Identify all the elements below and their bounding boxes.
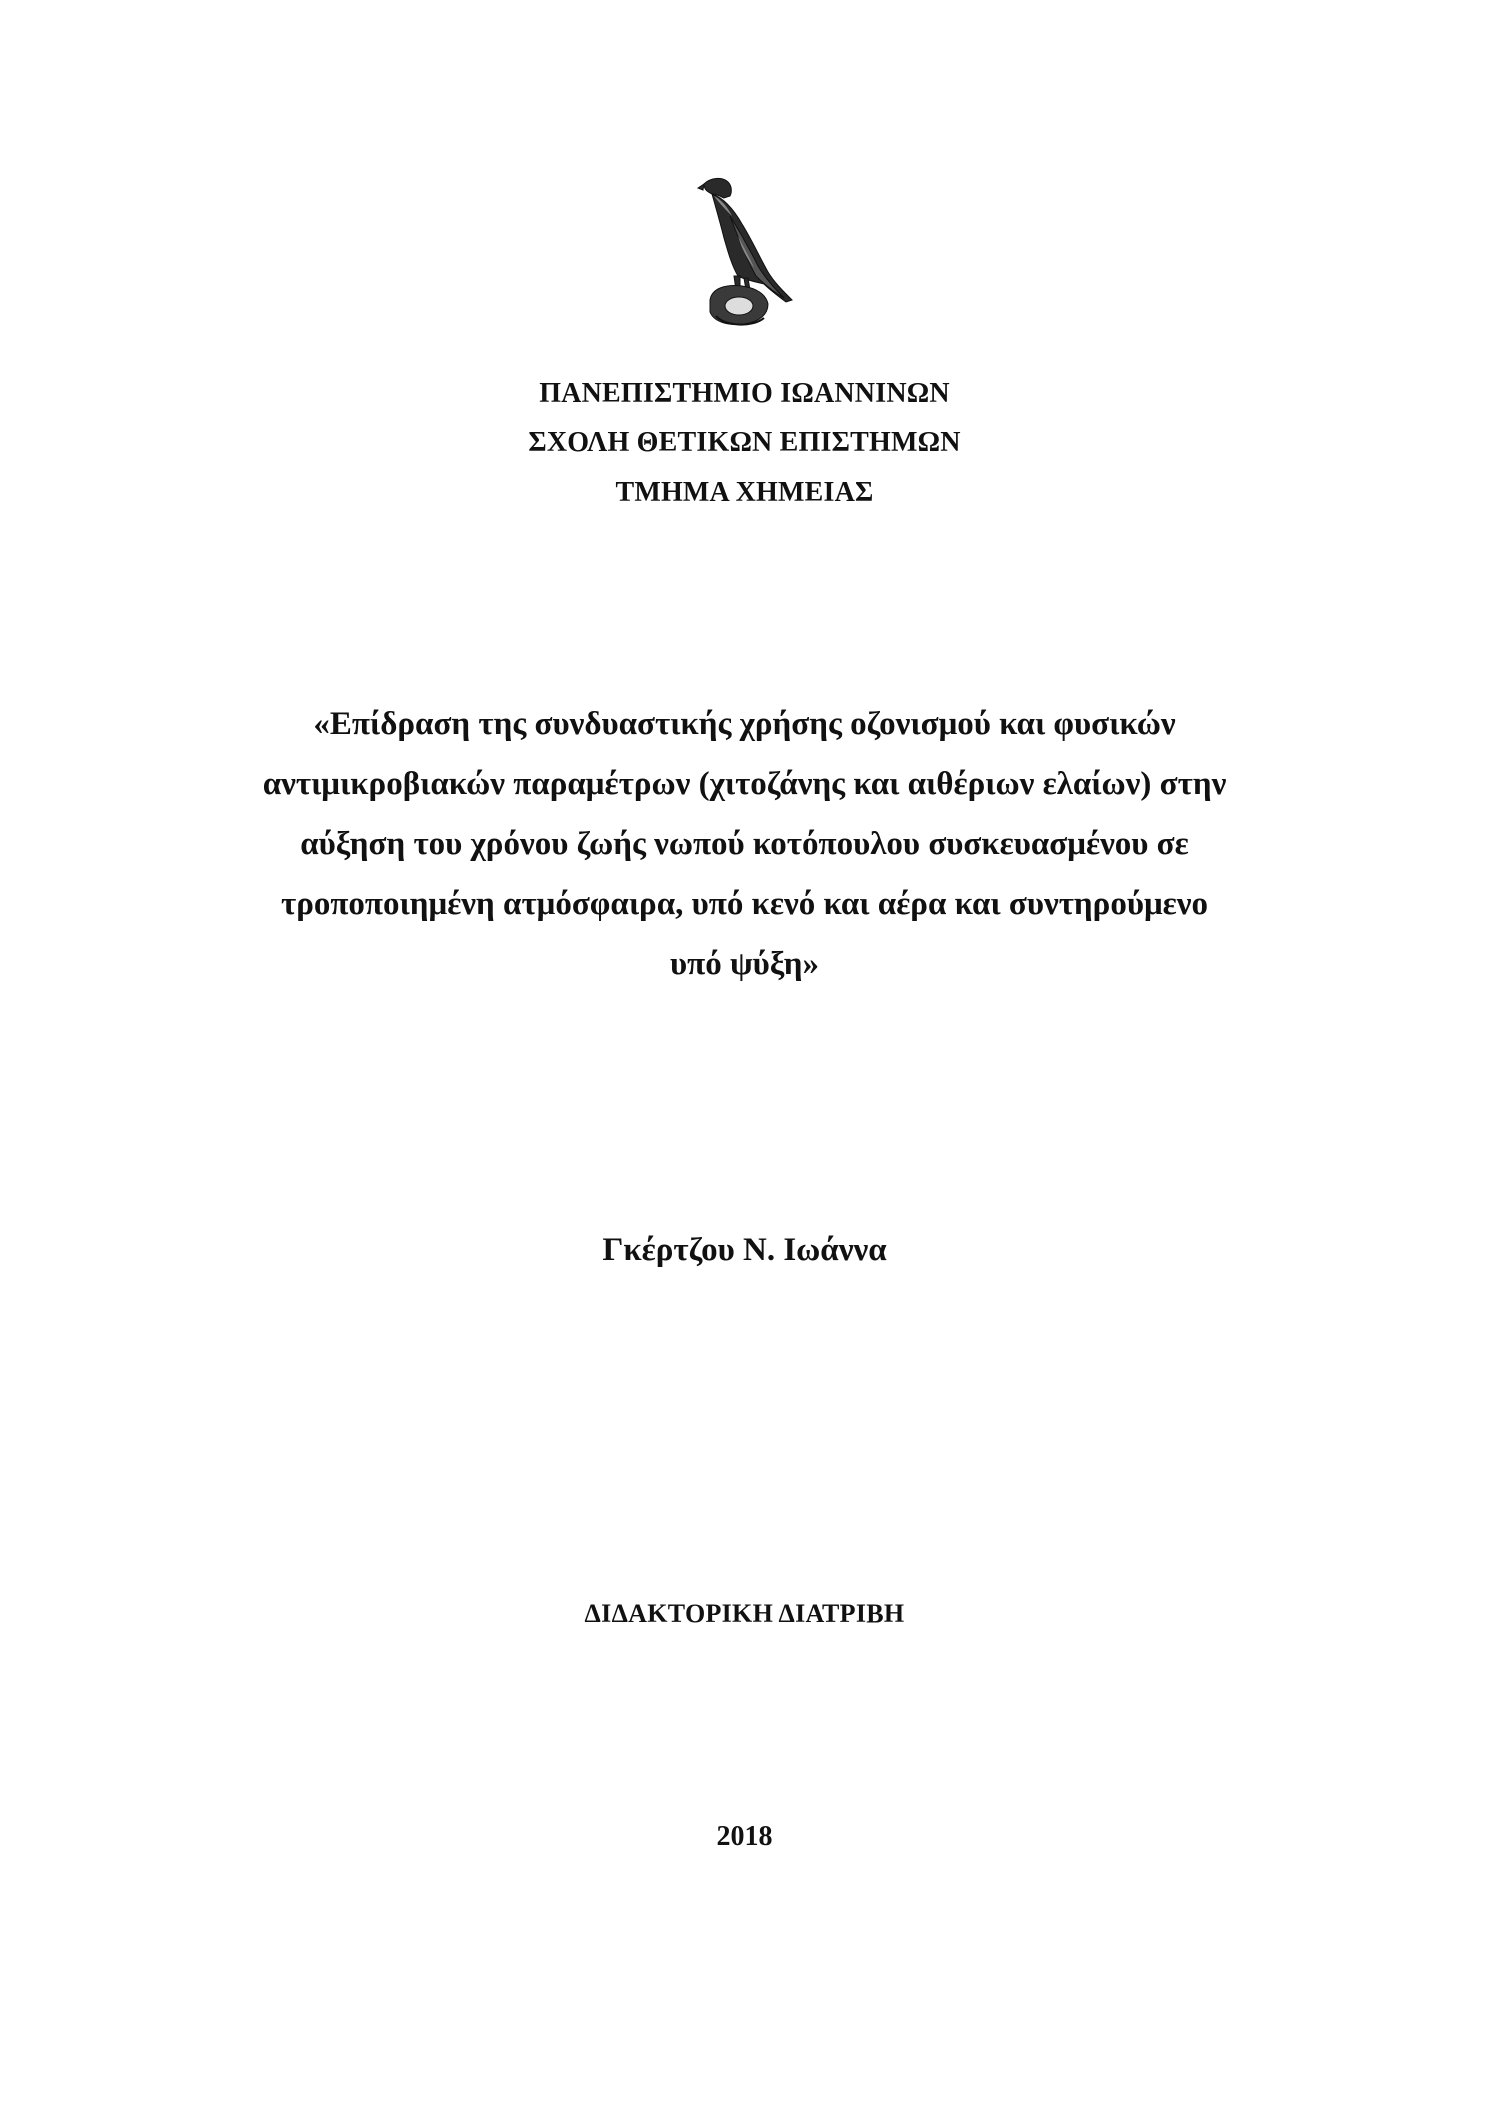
department-name: ΤΜΗΜΑ ΧΗΜΕΙΑΣ — [615, 477, 874, 508]
thesis-title-line: «Επίδραση της συνδυαστικής χρήσης οζονισμού και φυσικών — [313, 706, 1176, 742]
thesis-title-line: αύξηση του χρόνου ζωής νωπού κοτόπουλου συσκευασμένου σε — [300, 826, 1189, 862]
document-type: ΔΙΔΑΚΤΟΡΙΚΗ ΔΙΑΤΡΙΒΗ — [584, 1599, 905, 1628]
thesis-title-line: τροποποιημένη ατμόσφαιρα, υπό κενό και αέρα και συντηρούμενο — [280, 886, 1208, 922]
thesis-title — [180, 694, 1309, 994]
thesis-title-line: υπό ψύξη» — [669, 946, 819, 982]
university-name: ΠΑΝΕΠΙΣΤΗΜΙΟ ΙΩΑΝΝΙΝΩΝ — [539, 378, 950, 409]
eagle-emblem-icon — [694, 176, 798, 330]
school-name: ΣΧΟΛΗ ΘΕΤΙΚΩΝ ΕΠΙΣΤΗΜΩΝ — [528, 427, 961, 458]
author-name: Γκέρτζου Ν. Ιωάννα — [602, 1232, 887, 1268]
thesis-title-line: αντιμικροβιακών παραμέτρων (χιτοζάνης και αιθέριων ελαίων) στην — [262, 766, 1227, 802]
year: 2018 — [716, 1821, 773, 1852]
